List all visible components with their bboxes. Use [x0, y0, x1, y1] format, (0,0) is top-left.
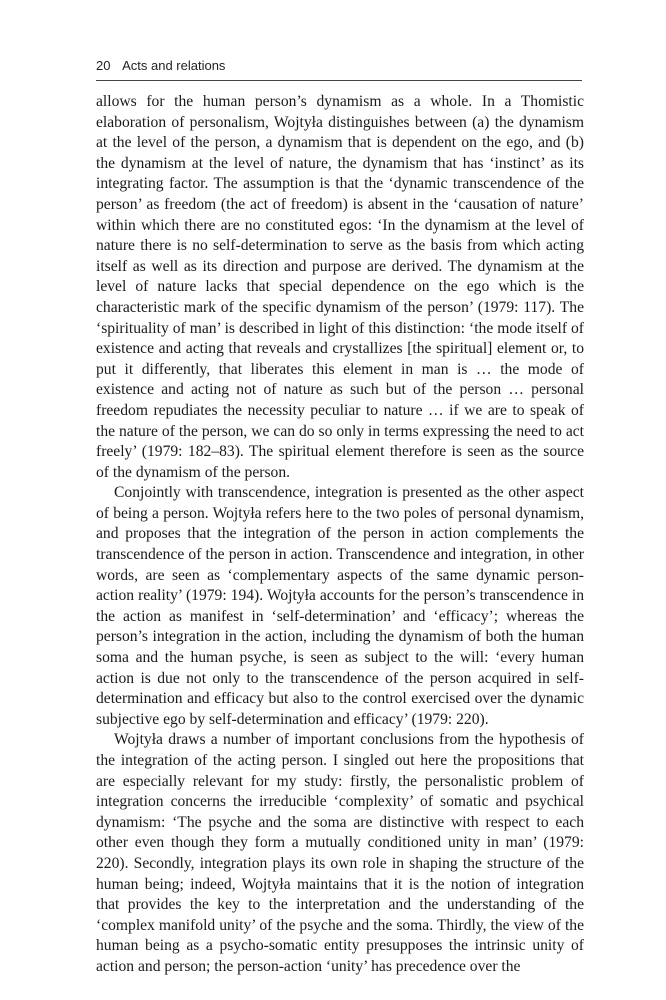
running-title: Acts and relations [122, 58, 226, 73]
paragraph-2: Conjointly with transcendence, integration is presented as the other aspect of being a person. Wojtyła refers here to the two poles of personal dynamism, and proposes that the integration of the person in action complements the transcendence of the person in action. Transcendence and integration, in other words, are seen as ‘complementary aspects of the same dynamic person-action reality’ (1979: 194). Wojtyła accounts for the person’s transcendence in the action as manifest in ‘self-determination’ and ‘efficacy’; whereas the person’s integration in the action, including the dynamism of both the human soma and the human psyche, is seen as subject to the will: ‘every human action is due not only to the transcendence of the person acquired in self-determination and efficacy but also to the control exercised over the dynamic subjective ego by self-determination and efficacy’ (1979: 220). [96, 484, 584, 728]
body-text [96, 92, 584, 978]
paragraph-3: Wojtyła draws a number of important conclusions from the hypothesis of the integration of the acting person. I singled out here the propositions that are especially relevant for my study: firstly, the personalistic problem of integration concerns the irreducible ‘complexity’ of somatic and psychical dynamism: ‘The psyche and the soma are distinctive with respect to each other even though they form a mutually conditioned unity in man’ (1979: 220). Secondly, integration plays its own role in shaping the structure of the human being; indeed, Wojtyła maintains that it is the notion of integration that provides the key to the interpretation and the understanding of the ‘complex manifold unity’ of the psyche and the soma. Thirdly, the view of the human being as a psycho-somatic entity presupposes the intrinsic unity of action and person; the person-action ‘unity’ has precedence over the [96, 731, 584, 975]
running-head [96, 58, 582, 81]
page-number: 20 [96, 58, 111, 73]
paragraph-1: allows for the human person’s dynamism as a whole. In a Thomistic elaboration of personalism, Wojtyła distinguishes between (a) the dynamism at the level of the person, a dynamism that is dependent on the ego, and (b) the dynamism at the level of nature, the dynamism that has ‘instinct’ as its integrating factor. The assumption is that the ‘dynamic transcendence of the person’ as freedom (the act of freedom) is absent in the ‘causation of nature’ within which there are no constituted egos: ‘In the dynamism at the level of nature there is no self-determination to serve as the basis from which acting itself as well as its direction and purpose are derived. The dynamism at the level of nature lacks that special dependence on the ego which is the characteristic mark of the specific dynamism of the person’ (1979: 117). The ‘spirituality of man’ is described in light of this distinction: ‘the mode itself of existence and acting that reveals and crystallizes [the spiritual] element or, to put it differently, that liberates this element in man is … the mode of existence and acting not of nature as such but of the person … personal freedom repudiates the necessity peculiar to nature … if we are to speak of the nature of the person, we can do so only in terms expressing the need to act freely’ (1979: 182–83). The spiritual element therefore is seen as the source of the dynamism of the person. [96, 93, 584, 481]
